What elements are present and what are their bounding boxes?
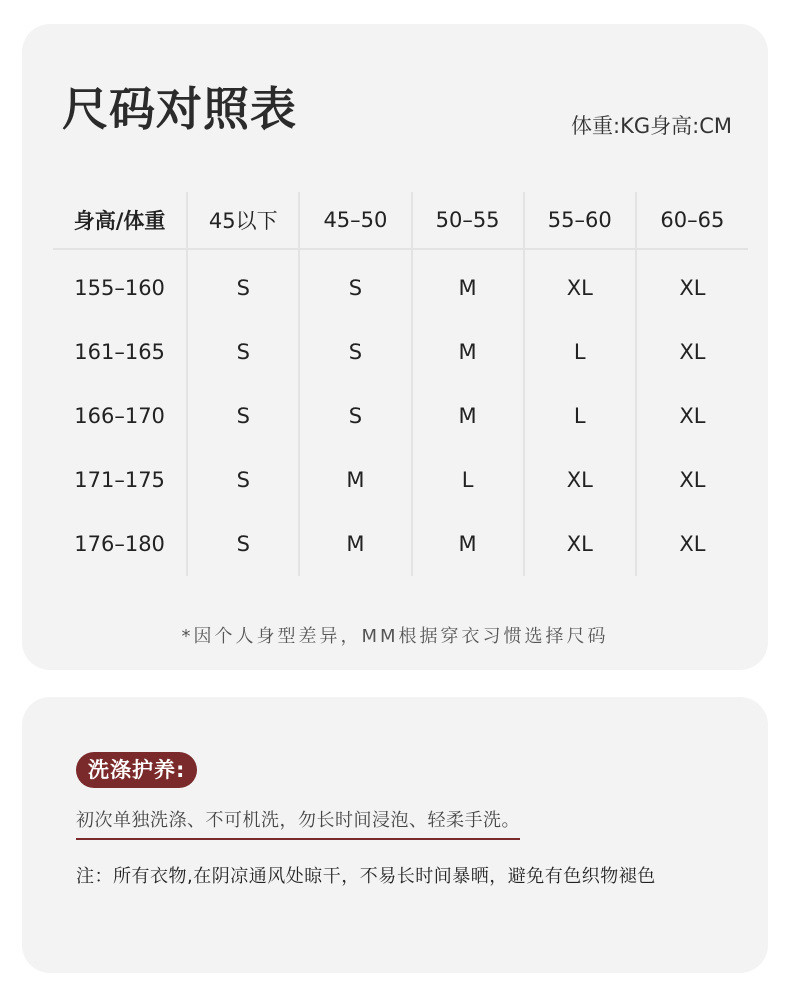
size-cell: XL xyxy=(524,448,636,512)
size-table xyxy=(53,192,748,576)
size-cell: S xyxy=(299,320,411,384)
size-cell: S xyxy=(187,249,299,320)
size-cell: M xyxy=(299,448,411,512)
height-cell: 155–160 xyxy=(74,276,165,300)
height-cell: 166–170 xyxy=(74,404,165,428)
table-row xyxy=(53,512,748,576)
size-cell: M xyxy=(412,320,524,384)
size-cell: M xyxy=(299,512,411,576)
size-cell: XL xyxy=(636,512,748,576)
weight-column-header: 50–55 xyxy=(412,192,524,249)
care-card xyxy=(22,697,768,973)
units-label: 体重:KG身高:CM xyxy=(571,114,732,138)
height-cell: 176–180 xyxy=(74,532,165,556)
weight-column-header: 45–50 xyxy=(299,192,411,249)
care-instructions: 初次单独洗涤、不可机洗，勿长时间浸泡、轻柔手洗。 xyxy=(76,806,520,840)
table-header-row xyxy=(53,192,748,249)
fit-note: *因个人身型差异，MM根据穿衣习惯选择尺码 xyxy=(181,626,609,647)
size-cell: L xyxy=(524,320,636,384)
size-cell: XL xyxy=(636,384,748,448)
size-cell: S xyxy=(299,249,411,320)
size-chart-title: 尺码对照表 xyxy=(62,82,297,136)
care-note: 注：所有衣物,在阴凉通风处晾干，不易长时间暴晒，避免有色织物褪色 xyxy=(76,866,656,887)
care-badge: 洗涤护养: xyxy=(76,752,197,788)
size-cell: S xyxy=(299,384,411,448)
table-row xyxy=(53,448,748,512)
table-row xyxy=(53,384,748,448)
size-cell: XL xyxy=(636,249,748,320)
size-cell: M xyxy=(412,384,524,448)
size-cell: XL xyxy=(524,249,636,320)
size-cell: M xyxy=(412,512,524,576)
size-cell: S xyxy=(187,384,299,448)
weight-column-header: 45以下 xyxy=(187,192,299,249)
table-row xyxy=(53,320,748,384)
size-cell: M xyxy=(412,249,524,320)
weight-column-header: 55–60 xyxy=(524,192,636,249)
size-chart-card xyxy=(22,24,768,670)
weight-column-header: 60–65 xyxy=(636,192,748,249)
height-cell: 171–175 xyxy=(74,468,165,492)
corner-header: 身高/体重 xyxy=(53,192,187,249)
table-row xyxy=(53,249,748,320)
size-cell: XL xyxy=(636,448,748,512)
size-cell: L xyxy=(412,448,524,512)
size-cell: XL xyxy=(524,512,636,576)
size-cell: S xyxy=(187,320,299,384)
size-cell: XL xyxy=(636,320,748,384)
size-cell: S xyxy=(187,448,299,512)
size-cell: S xyxy=(187,512,299,576)
height-cell: 161–165 xyxy=(74,340,165,364)
size-cell: L xyxy=(524,384,636,448)
